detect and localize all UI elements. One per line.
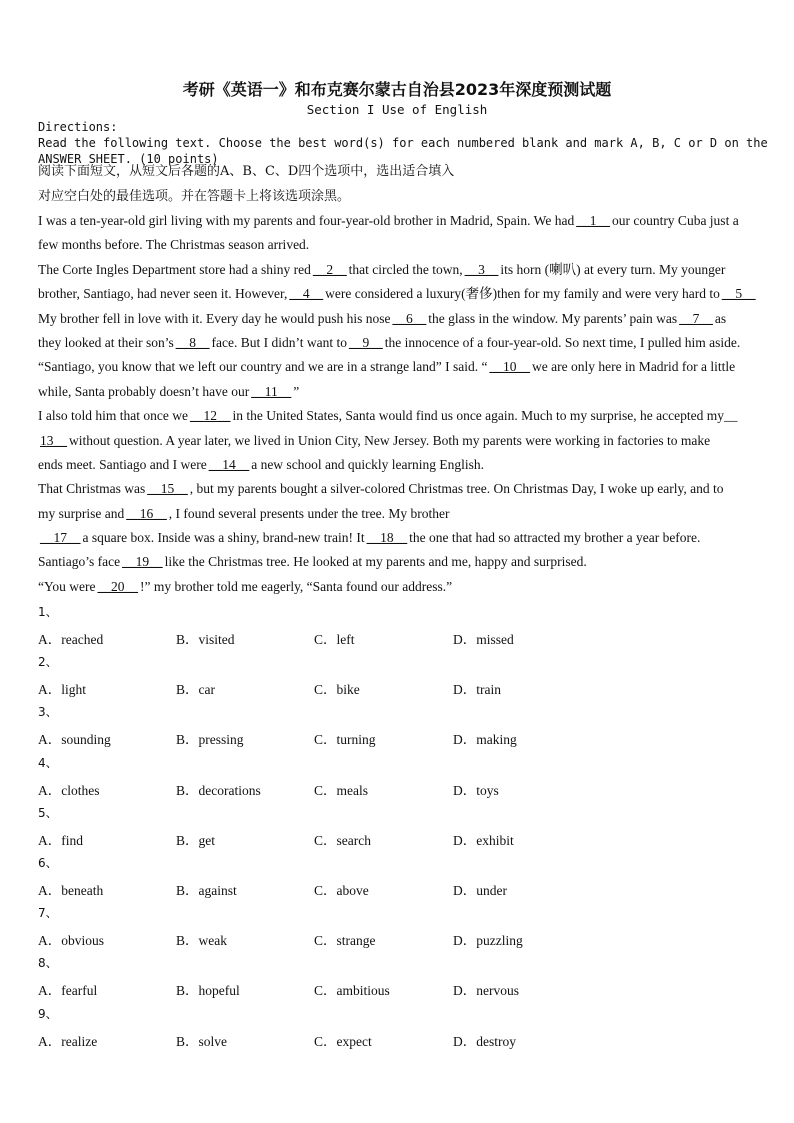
- answer-option-b[interactable]: B．hopeful: [176, 983, 240, 999]
- answer-option-d[interactable]: D．toys: [453, 782, 499, 798]
- passage-text: That Christmas was: [38, 481, 146, 497]
- directions-text-line: Read the following text. Choose the best word(s) for each numbered blank and mark A, B, C or D on the: [38, 136, 768, 150]
- passage-text: few months before. The Christmas season arrived.: [38, 237, 310, 253]
- passage-text: ends meet. Santiago and I were: [38, 456, 207, 472]
- question-item: [38, 648, 758, 698]
- answer-option-a[interactable]: A．find: [38, 832, 83, 848]
- answer-option-c[interactable]: C．ambitious: [314, 983, 390, 999]
- question-item: [38, 1000, 758, 1050]
- answer-option-a[interactable]: A．clothes: [38, 782, 100, 798]
- answer-option-d[interactable]: D．puzzling: [453, 933, 523, 949]
- passage-text: the innocence of a four-year-old. So next time, I pulled him aside.: [384, 334, 741, 350]
- answer-option-d[interactable]: D．under: [453, 882, 507, 898]
- answer-option-c[interactable]: C．turning: [314, 732, 376, 748]
- passage-text: the one that had so attracted my brother a year before.: [409, 530, 701, 546]
- passage-text: face. But I didn’t want to: [211, 334, 347, 350]
- passage-text: a square box. Inside was a shiny, brand-new train! It: [82, 530, 365, 546]
- blank-7: __7__: [679, 310, 713, 326]
- question-number: 2、: [38, 655, 58, 670]
- passage-line: [38, 550, 758, 574]
- answer-options: [38, 779, 758, 797]
- passage-text: the glass in the window. My parents’ pain was: [428, 310, 678, 326]
- answer-option-d[interactable]: D．making: [453, 732, 517, 748]
- answer-option-b[interactable]: B．visited: [176, 632, 235, 647]
- answer-option-d[interactable]: D．destroy: [453, 1033, 516, 1049]
- answer-options: [38, 829, 758, 847]
- passage-text: that circled the town,: [348, 261, 463, 277]
- passage-line: [38, 380, 758, 404]
- passage-text: “You were: [38, 578, 96, 594]
- passage-text: we are only here in Madrid for a little: [531, 359, 736, 375]
- passage-text: , but my parents bought a silver-colored Christmas tree. On Christmas Day, I woke up early, and to: [189, 481, 724, 497]
- passage-line: [38, 477, 758, 501]
- question-number: 5、: [38, 805, 58, 820]
- answer-option-b[interactable]: B．decorations: [176, 782, 261, 798]
- passage-line: [38, 502, 758, 526]
- question-item: [38, 598, 758, 648]
- page-title: 考研《英语一》和布克赛尔蒙古自治县2023年深度预测试题: [182, 80, 612, 99]
- reading-passage: [38, 209, 758, 599]
- passage-text: My brother fell in love with it. Every day he would push his nose: [38, 310, 391, 326]
- passage-text: !” my brother told me eagerly, “Santa found our address.”: [140, 578, 453, 594]
- passage-text: its horn (喇叭) at every turn. My younger: [500, 261, 726, 277]
- question-number: 7、: [38, 906, 58, 921]
- passage-line: [38, 453, 758, 477]
- blank-11: __11__: [251, 383, 292, 399]
- passage-line: [38, 355, 758, 379]
- answer-option-c[interactable]: C．bike: [314, 682, 360, 698]
- question-number: 6、: [38, 855, 58, 870]
- answer-options: [38, 979, 758, 997]
- answer-option-d[interactable]: D．nervous: [453, 983, 519, 999]
- passage-line: [38, 258, 758, 282]
- question-item: [38, 749, 758, 799]
- passage-text: a new school and quickly learning English.: [251, 456, 485, 472]
- question-item: [38, 949, 758, 999]
- blank-9: __9__: [348, 334, 383, 350]
- directions-chinese-line: 阅读下面短文，从短文后各题的A、B、C、D四个选项中，选出适合填入: [38, 164, 455, 179]
- passage-text: The Corte Ingles Department store had a shiny red: [38, 261, 311, 277]
- blank-19: __19__: [122, 554, 163, 570]
- blank-2: __2__: [312, 261, 347, 277]
- answer-option-c[interactable]: C．strange: [314, 933, 376, 949]
- question-number: 1、: [38, 605, 58, 619]
- answer-option-b[interactable]: B．against: [176, 882, 237, 898]
- answer-options: [38, 628, 758, 646]
- answer-option-a[interactable]: A．fearful: [38, 983, 98, 999]
- passage-line: [38, 209, 758, 233]
- answer-option-a[interactable]: A．beneath: [38, 882, 104, 898]
- blank-8: __8__: [175, 334, 210, 350]
- passage-text: my surprise and: [38, 505, 125, 521]
- passage-text: in the United States, Santa would find us once again. Much to my surprise, he accepted my__: [232, 408, 738, 424]
- answer-option-c[interactable]: C．search: [314, 832, 371, 848]
- answer-options: [38, 929, 758, 947]
- passage-text: brother, Santiago, had never seen it. However,: [38, 286, 288, 302]
- passage-text: without question. A year later, we lived in Union City, New Jersey. Both my parents were working in factories to make: [69, 432, 711, 448]
- blank-17: __17__: [40, 530, 81, 546]
- answer-option-c[interactable]: C．expect: [314, 1033, 372, 1049]
- directions-text-line: ANSWER SHEET. (10 points): [38, 152, 219, 166]
- question-number: 9、: [38, 1006, 58, 1021]
- passage-text: while, Santa probably doesn’t have our: [38, 383, 250, 399]
- question-item: [38, 799, 758, 849]
- passage-line: [38, 233, 758, 257]
- passage-text: our country Cuba just a: [611, 213, 739, 228]
- passage-line: [38, 331, 758, 355]
- blank-6: __6__: [392, 310, 427, 326]
- passage-text: I was a ten-year-old girl living with my parents and four-year-old brother in Madrid, Spain. We had: [38, 213, 575, 228]
- passage-line: [38, 429, 758, 453]
- answer-option-c[interactable]: C．left: [314, 632, 355, 647]
- answer-option-a[interactable]: A．obvious: [38, 933, 105, 949]
- blank-3: __3__: [464, 261, 499, 277]
- blank-5: __5__: [721, 286, 756, 302]
- answer-options: [38, 1030, 758, 1048]
- blank-15: __15__: [147, 481, 188, 497]
- answer-option-a[interactable]: A．sounding: [38, 732, 111, 748]
- blank-16: __16__: [126, 505, 167, 521]
- directions-block: [38, 119, 768, 167]
- answer-option-a[interactable]: A．light: [38, 682, 87, 698]
- directions-label: Directions:: [38, 120, 118, 134]
- question-list: [38, 598, 758, 1050]
- answer-option-a[interactable]: A．realize: [38, 1033, 98, 1049]
- section-heading: Section I Use of English: [306, 102, 488, 117]
- answer-option-b[interactable]: B．get: [176, 832, 215, 848]
- passage-line: [38, 526, 758, 550]
- blank-20: __20__: [97, 578, 138, 594]
- answer-option-b[interactable]: B．solve: [176, 1033, 228, 1049]
- passage-text: , I found several presents under the tree. My brother: [168, 505, 450, 521]
- passage-text: were considered a luxury(奢侈)then for my family and were very hard to: [325, 286, 720, 302]
- answer-options: [38, 728, 758, 746]
- passage-line: [38, 575, 758, 599]
- passage-text: ”: [293, 383, 300, 399]
- answer-option-b[interactable]: B．car: [176, 682, 215, 698]
- answer-option-c[interactable]: C．above: [314, 882, 369, 898]
- blank-4: __4__: [289, 286, 324, 302]
- answer-option-d[interactable]: D．exhibit: [453, 832, 514, 848]
- blank-10: __10__: [489, 359, 530, 375]
- question-item: [38, 899, 758, 949]
- question-number: 8、: [38, 956, 58, 971]
- blank-1: __1__: [576, 213, 610, 228]
- answer-option-d[interactable]: D．missed: [453, 632, 514, 647]
- question-number: 3、: [38, 705, 58, 720]
- question-number: 4、: [38, 755, 58, 770]
- answer-option-b[interactable]: B．weak: [176, 933, 227, 949]
- passage-line: [38, 307, 758, 331]
- answer-options: [38, 678, 758, 696]
- question-item: [38, 698, 758, 748]
- passage-line: [38, 282, 758, 306]
- passage-text: they looked at their son’s: [38, 334, 174, 350]
- answer-option-a[interactable]: A．reached: [38, 632, 104, 647]
- blank-14: __14__: [208, 456, 250, 472]
- passage-text: I also told him that once we: [38, 408, 188, 424]
- blank-13: 13__: [40, 432, 67, 448]
- blank-18: __18__: [366, 530, 408, 546]
- answer-option-c[interactable]: C．meals: [314, 782, 368, 798]
- question-item: [38, 849, 758, 899]
- blank-12: __12__: [189, 408, 231, 424]
- directions-chinese-line: 对应空白处的最佳选项。并在答题卡上将该选项涂黑。: [38, 189, 351, 204]
- passage-text: Santiago’s face: [38, 554, 121, 570]
- answer-option-d[interactable]: D．train: [453, 682, 501, 698]
- answer-option-b[interactable]: B．pressing: [176, 732, 244, 748]
- answer-options: [38, 879, 758, 897]
- passage-text: “Santiago, you know that we left our country and we are in a strange land” I said. “: [38, 359, 488, 375]
- passage-text: as: [714, 310, 727, 326]
- passage-line: [38, 404, 758, 428]
- passage-text: like the Christmas tree. He looked at my parents and me, happy and surprised.: [164, 554, 587, 570]
